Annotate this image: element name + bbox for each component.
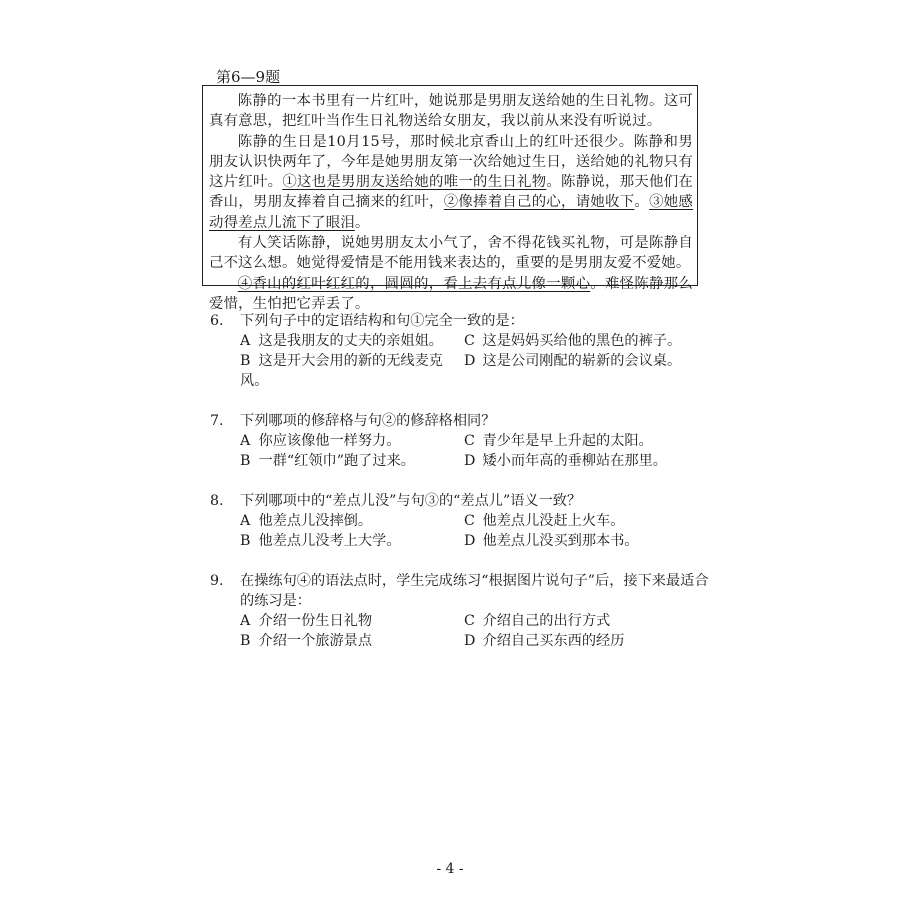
option-b: B 这是开大会用的新的无线麦克风。 xyxy=(240,353,443,389)
underlined-sentence-1: ①这也是男朋友送给她的唯一的生日礼物 xyxy=(282,174,547,191)
passage-paragraph-2 xyxy=(209,132,693,233)
underlined-sentence-2: ②像捧着自己的心，请她收下 xyxy=(443,194,635,211)
option-a: A 你应该像他一样努力。 xyxy=(240,433,401,449)
passage-text: 。 xyxy=(354,214,370,231)
question-number: 9. xyxy=(210,573,224,589)
question-8 xyxy=(210,491,710,551)
option-a: A 他差点儿没摔倒。 xyxy=(240,513,373,529)
option-a: A 介绍一份生日礼物 xyxy=(240,613,373,629)
option-a: A 这是我朋友的丈夫的亲姐姐。 xyxy=(240,333,443,349)
passage-text: 陈静的生日是10月15号，那时候北京香山上的红叶还很少。陈静和男朋友认识快两年了，今年是她男朋友第一次给她过生日，送给她的礼物只有这片红叶。 xyxy=(209,133,693,191)
passage-paragraph-4 xyxy=(209,274,693,315)
option-c: C 他差点儿没赶上火车。 xyxy=(464,513,625,529)
option-d: D 矮小而年高的垂柳站在那里。 xyxy=(464,453,667,469)
passage-paragraph-3: 有人笑话陈静，说她男朋友太小气了，舍不得花钱买礼物，可是陈静自己不这么想。她觉得爱情是不能用钱来表达的，重要的是男朋友爱不爱她。 xyxy=(209,235,693,272)
question-number: 7. xyxy=(210,413,224,429)
passage-text: 。难怪陈静那么爱惜，生怕把它弄丢了。 xyxy=(209,275,693,312)
option-c: C 青少年是早上升起的太阳。 xyxy=(464,433,653,449)
question-stem: 下列句子中的定语结构和句①完全一致的是： xyxy=(240,313,524,329)
option-d: D 介绍自己买东西的经历 xyxy=(464,633,625,649)
option-c: C 介绍自己的出行方式 xyxy=(464,613,611,629)
question-stem: 下列哪项中的“差点儿没”与句③的“差点儿”语义一致？ xyxy=(240,493,582,509)
section-header: 第6—9题 xyxy=(216,68,281,86)
passage-text: 。陈静说，那天他们在香山，男朋友捧着自己摘来的红叶， xyxy=(209,174,693,211)
option-d: D 这是公司刚配的崭新的会议桌。 xyxy=(464,353,682,369)
underlined-sentence-4: ④香山的红叶红红的，圆圆的，看上去有点儿像一颗心 xyxy=(237,275,591,292)
question-number: 6. xyxy=(210,313,224,329)
question-9 xyxy=(210,571,710,651)
question-number: 8. xyxy=(210,493,224,509)
option-d: D 他差点儿没买到那本书。 xyxy=(464,533,639,549)
option-c: C 这是妈妈买给他的黑色的裤子。 xyxy=(464,333,682,349)
page-number: - 4 - xyxy=(436,861,464,877)
question-stem: 在操练句④的语法点时，学生完成练习“根据图片说句子”后，接下来最适合的练习是： xyxy=(240,573,709,609)
option-b: B 介绍一个旅游景点 xyxy=(240,633,373,649)
passage-text: 。 xyxy=(634,194,650,211)
option-b: B 他差点儿没考上大学。 xyxy=(240,533,401,549)
passage-paragraph-1: 陈静的一本书里有一片红叶，她说那是男朋友送给她的生日礼物。这可真有意思，把红叶当作生日礼物送给女朋友，我以前从来没有听说过。 xyxy=(209,93,693,130)
question-6 xyxy=(210,311,710,391)
question-7 xyxy=(210,411,710,471)
underlined-sentence-3: ③她感动得差点儿流下了眼泪 xyxy=(209,194,694,231)
reading-passage-box xyxy=(202,85,698,312)
option-b: B 一群“红领巾”跑了过来。 xyxy=(240,453,415,469)
question-stem: 下列哪项的修辞格与句②的修辞格相同？ xyxy=(240,413,496,429)
question-list xyxy=(210,311,710,671)
